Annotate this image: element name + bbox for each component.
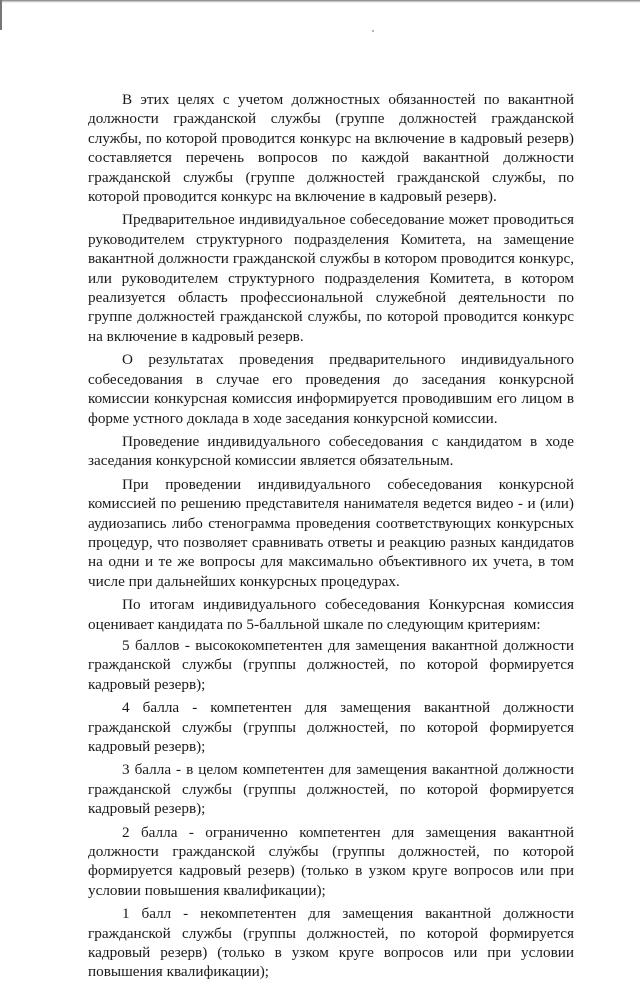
criterion-3-points: 3 балла - в целом компетентен для замещения вакантной должности гражданской службы (группы должностей, по которой формируется кадровый резерв); [88,761,574,818]
paragraph-interview-results: О результатах проведения предварительного индивидуального собеседования в случае его проведения до заседания конкурсной комиссии конкурсная комиссия информируется проводившим его лицом в форме устного доклада в ходе заседания конкурсной комиссии. [88,351,574,427]
document-page [88,90,574,986]
criterion-4-points: 4 балла - компетентен для замещения вакантной должности гражданской службы (группы должностей, по которой формируется кадровый резерв); [88,699,574,755]
paragraph-mandatory-interview: Проведение индивидуального собеседования с кандидатом в ходе заседания конкурсной комиссии является обязательным. [88,432,574,470]
paragraph-recording: При проведении индивидуального собеседования конкурсной комиссией по решению представителя нанимателя ведется видео - и (или) аудиозапись либо стенограмма проведения соответствующих конкурсных процедур, что позволяет сравнивать ответы и реакцию разных кандидатов на одни и те же вопросы для максимально объективного их учета, в том числе при дальнейших конкурсных процедурах. [88,475,574,590]
paragraph-purpose: В этих целях с учетом должностных обязанностей по вакантной должности гражданской службы (группе должностей гражданской службы, по которой проводится конкурс на включение в кадровый резерв) составляется перечень вопросов по каждой вакантной должности гражданской службы (группе должностей гражданской службы, по которой проводится конкурс на включение в кадровый резерв). [88,91,574,206]
scan-top-edge [0,0,640,3]
criterion-1-point: 1 балл - некомпетентен для замещения вакантной должности гражданской службы (группы должностей, по которой формируется кадровый резерв) (только в узком круге вопросов или при условии повышения квалификации); [88,905,574,981]
paragraph-preliminary-interview: Предварительное индивидуальное собеседование может проводиться руководителем структурного подразделения Комитета, на замещение вакантной должности гражданской службы в котором проводится конкурс, или руководителем структурного подразделения Комитета, в котором реализуется область профессиональной служебной деятельности по группе должностей гражданской службы, по которой проводится конкурс на включение в кадровый резерв. [88,211,574,345]
criterion-5-points: 5 баллов - высококомпетентен для замещения вакантной должности гражданской службы (группы должностей, по которой формируется кадровый резерв); [88,636,574,693]
scan-speck [372,30,374,32]
scan-left-edge [0,0,2,30]
criterion-2-points: 2 балла - ограниченно компетентен для замещения вакантной должности гражданской службы (группы должностей, по которой формируется кадровый резерв) (только в узком круге вопросов или при условии повышения квалификации); [88,823,574,899]
paragraph-scoring-intro: По итогам индивидуального собеседования Конкурсная комиссия оценивает кандидата по 5-балльной шкале по следующим критериям: [88,596,574,633]
